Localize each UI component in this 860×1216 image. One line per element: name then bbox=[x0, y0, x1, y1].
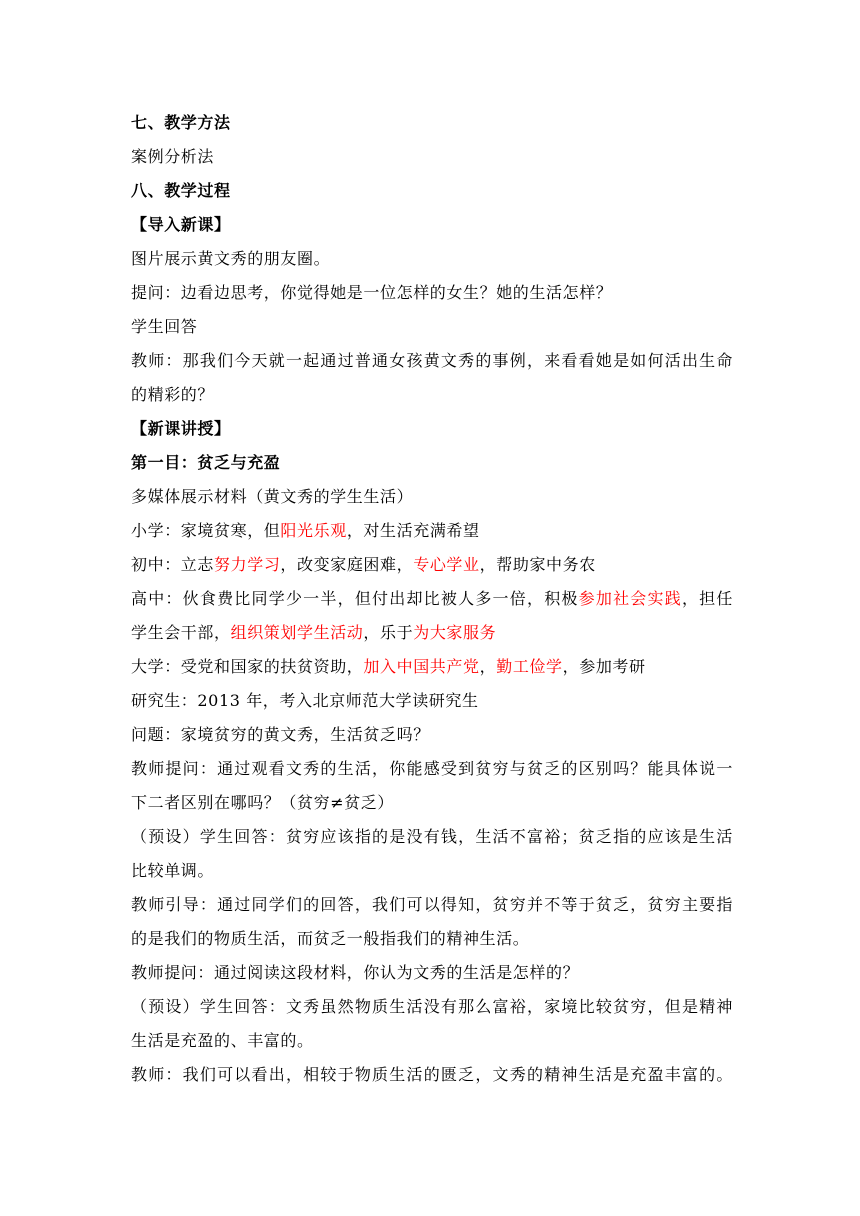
text-segment: 的精彩的？ bbox=[131, 385, 215, 404]
paragraph-line bbox=[131, 310, 733, 344]
text-segment: 下二者区别在哪吗？（贫穷≠贫乏） bbox=[131, 793, 395, 812]
text-segment: 八、教学过程 bbox=[131, 181, 231, 200]
paragraph-line bbox=[131, 820, 733, 854]
paragraph-line bbox=[131, 514, 733, 548]
text-segment: 教师引导：通过同学们的回答，我们可以得知，贫穷并不等于贫乏，贫穷主要指 bbox=[131, 895, 733, 914]
paragraph-line bbox=[131, 140, 733, 174]
paragraph-line bbox=[131, 344, 733, 378]
section-heading bbox=[131, 208, 733, 242]
text-segment: 大学：受党和国家的扶贫资助， bbox=[131, 657, 364, 676]
paragraph-line bbox=[131, 582, 733, 616]
text-segment: 小学：家境贫寒，但 bbox=[131, 521, 281, 540]
text-segment: 教师：我们可以看出，相较于物质生活的匮乏，文秀的精神生活是充盈丰富的。 bbox=[131, 1065, 733, 1084]
text-segment: 的是我们的物质生活，而贫乏一般指我们的精神生活。 bbox=[131, 929, 530, 948]
highlighted-text: 加入中国共产党 bbox=[363, 657, 480, 676]
text-segment: ，参加考研 bbox=[562, 657, 646, 676]
highlighted-text: 努力学习 bbox=[214, 555, 281, 574]
text-segment: 第一目：贫乏与充盈 bbox=[131, 453, 281, 472]
text-segment: （预设）学生回答：文秀虽然物质生活没有那么富裕，家境比较贫穷，但是精神 bbox=[131, 997, 733, 1016]
paragraph-line bbox=[131, 990, 733, 1024]
text-segment: ，对生活充满希望 bbox=[346, 521, 480, 540]
text-segment: 【导入新课】 bbox=[131, 215, 231, 234]
paragraph-line bbox=[131, 480, 733, 514]
paragraph-line bbox=[131, 786, 733, 820]
highlighted-text: 阳光乐观 bbox=[280, 521, 347, 540]
text-segment: 高中：伙食费比同学少一半，但付出却比被人多一倍，积极 bbox=[131, 589, 579, 608]
text-segment: 问题：家境贫穷的黄文秀，生活贫乏吗？ bbox=[131, 725, 430, 744]
paragraph-line bbox=[131, 854, 733, 888]
section-heading bbox=[131, 412, 733, 446]
text-segment: 案例分析法 bbox=[131, 147, 215, 166]
paragraph-line bbox=[131, 956, 733, 990]
paragraph-line bbox=[131, 650, 733, 684]
text-segment: ，改变家庭困难， bbox=[280, 555, 414, 574]
highlighted-text: 为大家服务 bbox=[413, 623, 497, 642]
text-segment: 比较单调。 bbox=[131, 861, 215, 880]
text-segment: 【新课讲授】 bbox=[131, 419, 231, 438]
section-heading bbox=[131, 106, 733, 140]
text-segment: ，担任 bbox=[681, 589, 733, 608]
paragraph-line bbox=[131, 1024, 733, 1058]
highlighted-text: 组织策划学生活动 bbox=[230, 623, 364, 642]
paragraph-line bbox=[131, 752, 733, 786]
text-segment: ，帮助家中务农 bbox=[479, 555, 596, 574]
text-segment: 学生会干部， bbox=[131, 623, 231, 642]
text-segment: 多媒体展示材料（黄文秀的学生生活） bbox=[131, 487, 414, 506]
text-segment: 教师：那我们今天就一起通过普通女孩黄文秀的事例，来看看她是如何活出生命 bbox=[131, 351, 733, 370]
highlighted-text: 参加社会实践 bbox=[578, 589, 682, 608]
section-heading bbox=[131, 174, 733, 208]
highlighted-text: 专心学业 bbox=[413, 555, 480, 574]
paragraph-line bbox=[131, 922, 733, 956]
text-segment: 学生回答 bbox=[131, 317, 198, 336]
text-segment: ， bbox=[479, 657, 497, 676]
text-segment: 提问：边看边思考，你觉得她是一位怎样的女生？她的生活怎样？ bbox=[131, 283, 613, 302]
paragraph-line bbox=[131, 276, 733, 310]
text-segment: 七、教学方法 bbox=[131, 113, 231, 132]
paragraph-line bbox=[131, 242, 733, 276]
paragraph-line bbox=[131, 888, 733, 922]
text-segment: 教师提问：通过阅读这段材料，你认为文秀的生活是怎样的？ bbox=[131, 963, 580, 982]
text-segment: 初中：立志 bbox=[131, 555, 215, 574]
paragraph-line bbox=[131, 718, 733, 752]
text-segment: 生活是充盈的、丰富的。 bbox=[131, 1031, 314, 1050]
paragraph-line bbox=[131, 548, 733, 582]
document-page bbox=[131, 106, 733, 1092]
text-segment: 图片展示黄文秀的朋友圈。 bbox=[131, 249, 331, 268]
highlighted-text: 勤工俭学 bbox=[496, 657, 563, 676]
paragraph-line bbox=[131, 1058, 733, 1092]
paragraph-line bbox=[131, 378, 733, 412]
paragraph-line bbox=[131, 616, 733, 650]
text-segment: （预设）学生回答：贫穷应该指的是没有钱，生活不富裕；贫乏指的应该是生活 bbox=[131, 827, 733, 846]
text-segment: ，乐于 bbox=[363, 623, 414, 642]
section-heading bbox=[131, 446, 733, 480]
text-segment: 教师提问：通过观看文秀的生活，你能感受到贫穷与贫乏的区别吗？能具体说一 bbox=[131, 759, 733, 778]
text-segment: 研究生：2013 年，考入北京师范大学读研究生 bbox=[131, 691, 479, 710]
paragraph-line bbox=[131, 684, 733, 718]
